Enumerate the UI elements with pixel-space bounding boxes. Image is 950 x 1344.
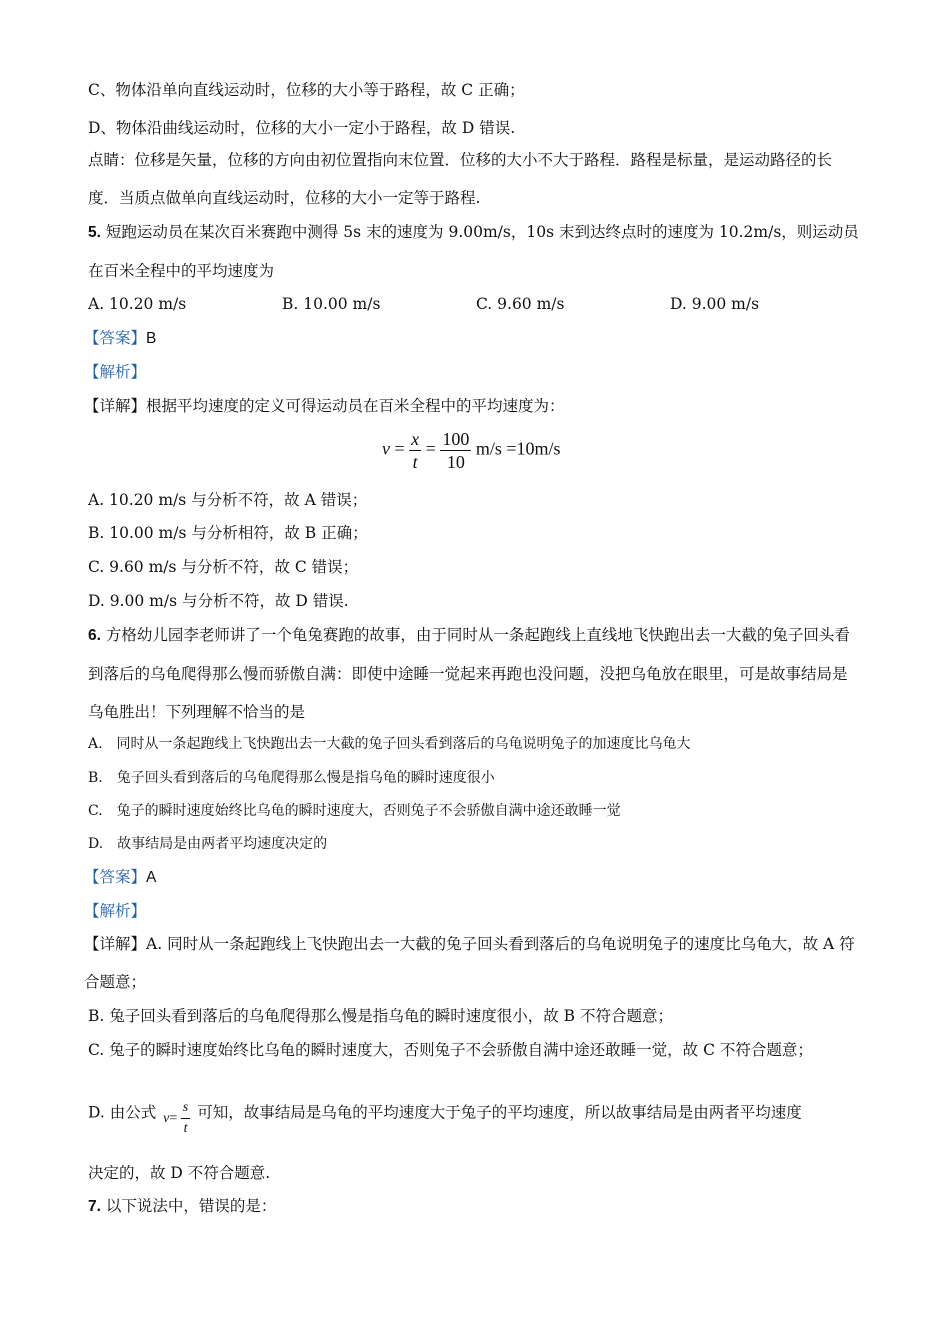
q5-analysis-b: B. 10.00 m/s 与分析相符，故 B 正确；	[88, 524, 368, 542]
q5-formula-v: v	[382, 438, 390, 459]
q5-number: 5.	[88, 224, 101, 241]
q6-analysis-b: B. 兔子回头看到落后的乌龟爬得那么慢是指乌龟的瞬时速度很小，故 B 不符合题意；	[88, 1007, 673, 1025]
q6-formula-s: s	[181, 1098, 190, 1119]
q6-option-d: D. 故事结局是由两者平均速度决定的	[88, 836, 328, 852]
q5-detail-text: 根据平均速度的定义可得运动员在百米全程中的平均速度为：	[146, 397, 565, 415]
q5-formula	[382, 428, 561, 473]
q6-option-b: B. 兔子回头看到落后的乌龟爬得那么慢是指乌龟的瞬时速度很小	[88, 770, 495, 786]
q6-stem	[88, 616, 860, 731]
q6-stem-text: 方格幼儿园李老师讲了一个龟兔赛跑的故事，由于同时从一条起跑线上直线地飞快跑出去一大截的兔子回头看到落后的乌龟爬得那么慢而骄傲自满：即使中途睡一觉起来再跑也没问题，没把乌龟放在眼里，可是故事结局是乌龟胜出！下列理解不恰当的是	[88, 626, 850, 721]
q7-stem-text: 以下说法中，错误的是：	[105, 1197, 277, 1215]
q5-analysis-a: A. 10.20 m/s 与分析不符，故 A 错误；	[88, 491, 368, 509]
q5-formula-numerator: 100	[442, 429, 470, 449]
q6-number: 6.	[88, 627, 101, 644]
q6-answer-tag: 【答案】	[84, 868, 147, 886]
q5-formula-denominator: 10	[446, 452, 465, 472]
q5-stem-text: 短跑运动员在某次百米赛跑中测得 5s 末的速度为 9.00m/s，10s 末到达终点时的速度为 10.2m/s，则运动员在百米全程中的平均速度为	[88, 223, 859, 280]
q5-detail	[84, 396, 565, 416]
q5-analysis-d: D. 9.00 m/s 与分析不符，故 D 错误.	[88, 592, 349, 610]
prev-option-d-analysis: D、物体沿曲线运动时，位移的大小一定小于路程，故 D 错误.	[88, 119, 516, 137]
q6-analysis-c: C. 兔子的瞬时速度始终比乌龟的瞬时速度大，否则兔子不会骄傲自满中途还敢睡一觉，故 C 不符合题意；	[88, 1041, 813, 1059]
q5-formula-eq3: =	[506, 438, 517, 459]
q6-formula-t: t	[183, 1121, 188, 1136]
q6-formula-v: v	[163, 1110, 170, 1126]
q6-formula	[163, 1098, 190, 1139]
q5-formula-eq2: =	[425, 438, 436, 459]
q5-formula-result: 10m/s	[516, 438, 561, 459]
q6-analysis-d-pre: D. 由公式	[88, 1103, 157, 1122]
q6-formula-fraction	[181, 1098, 190, 1139]
q5-option-a: A. 10.20 m/s	[88, 295, 187, 313]
q5-option-d: D. 9.00 m/s	[670, 295, 760, 313]
q6-detail-text: A. 同时从一条起跑线上飞快跑出去一大截的兔子回头看到落后的乌龟说明兔子的速度比乌龟大，故 A 符合题意；	[84, 935, 855, 991]
q6-detail-tag: 【详解】	[84, 935, 147, 953]
q6-analysis-d-post: 可知，故事结局是乌龟的平均速度大于兔子的平均速度，所以故事结局是由两者平均速度	[197, 1103, 802, 1122]
q5-formula-t: t	[412, 452, 418, 472]
q6-answer	[84, 867, 156, 888]
prev-option-c-analysis: C、物体沿单向直线运动时，位移的大小等于路程，故 C 正确；	[88, 81, 525, 99]
q6-detail	[84, 925, 860, 1001]
q5-detail-tag: 【详解】	[84, 397, 147, 415]
q5-answer-value: B	[146, 330, 157, 347]
q5-answer-tag: 【答案】	[84, 329, 147, 347]
q6-answer-value: A	[146, 869, 157, 886]
q6-formula-eq: =	[169, 1110, 178, 1126]
q6-analysis-d-end: 决定的，故 D 不符合题意.	[88, 1164, 271, 1182]
prev-note: 点睛：位移是矢量，位移的方向由初位置指向末位置．位移的大小不大于路程．路程是标量，是运动路径的长度．当质点做单向直线运动时，位移的大小一定等于路程.	[88, 151, 833, 207]
q7-stem	[88, 1196, 276, 1217]
q6-analysis-d	[88, 1098, 802, 1139]
q6-analysis-tag: 【解析】	[84, 902, 147, 920]
q5-answer	[84, 328, 156, 349]
q5-stem	[88, 213, 860, 290]
q7-number: 7.	[88, 1198, 101, 1215]
q5-formula-unit: m/s	[475, 438, 502, 459]
q5-option-c: C. 9.60 m/s	[476, 295, 565, 313]
q5-analysis-c: C. 9.60 m/s 与分析不符，故 C 错误；	[88, 558, 359, 576]
q5-formula-fraction-xt	[409, 428, 421, 473]
q6-option-c: C. 兔子的瞬时速度始终比乌龟的瞬时速度大，否则兔子不会骄傲自满中途还敢睡一觉	[88, 803, 621, 819]
q5-formula-x: x	[411, 429, 420, 449]
q5-option-b: B. 10.00 m/s	[282, 295, 381, 313]
q5-formula-eq1: =	[394, 438, 405, 459]
q6-option-a: A. 同时从一条起跑线上飞快跑出去一大截的兔子回头看到落后的乌龟说明兔子的加速度比乌龟大	[88, 736, 691, 752]
q5-formula-fraction-num	[440, 428, 471, 473]
q5-analysis-tag: 【解析】	[84, 363, 147, 381]
